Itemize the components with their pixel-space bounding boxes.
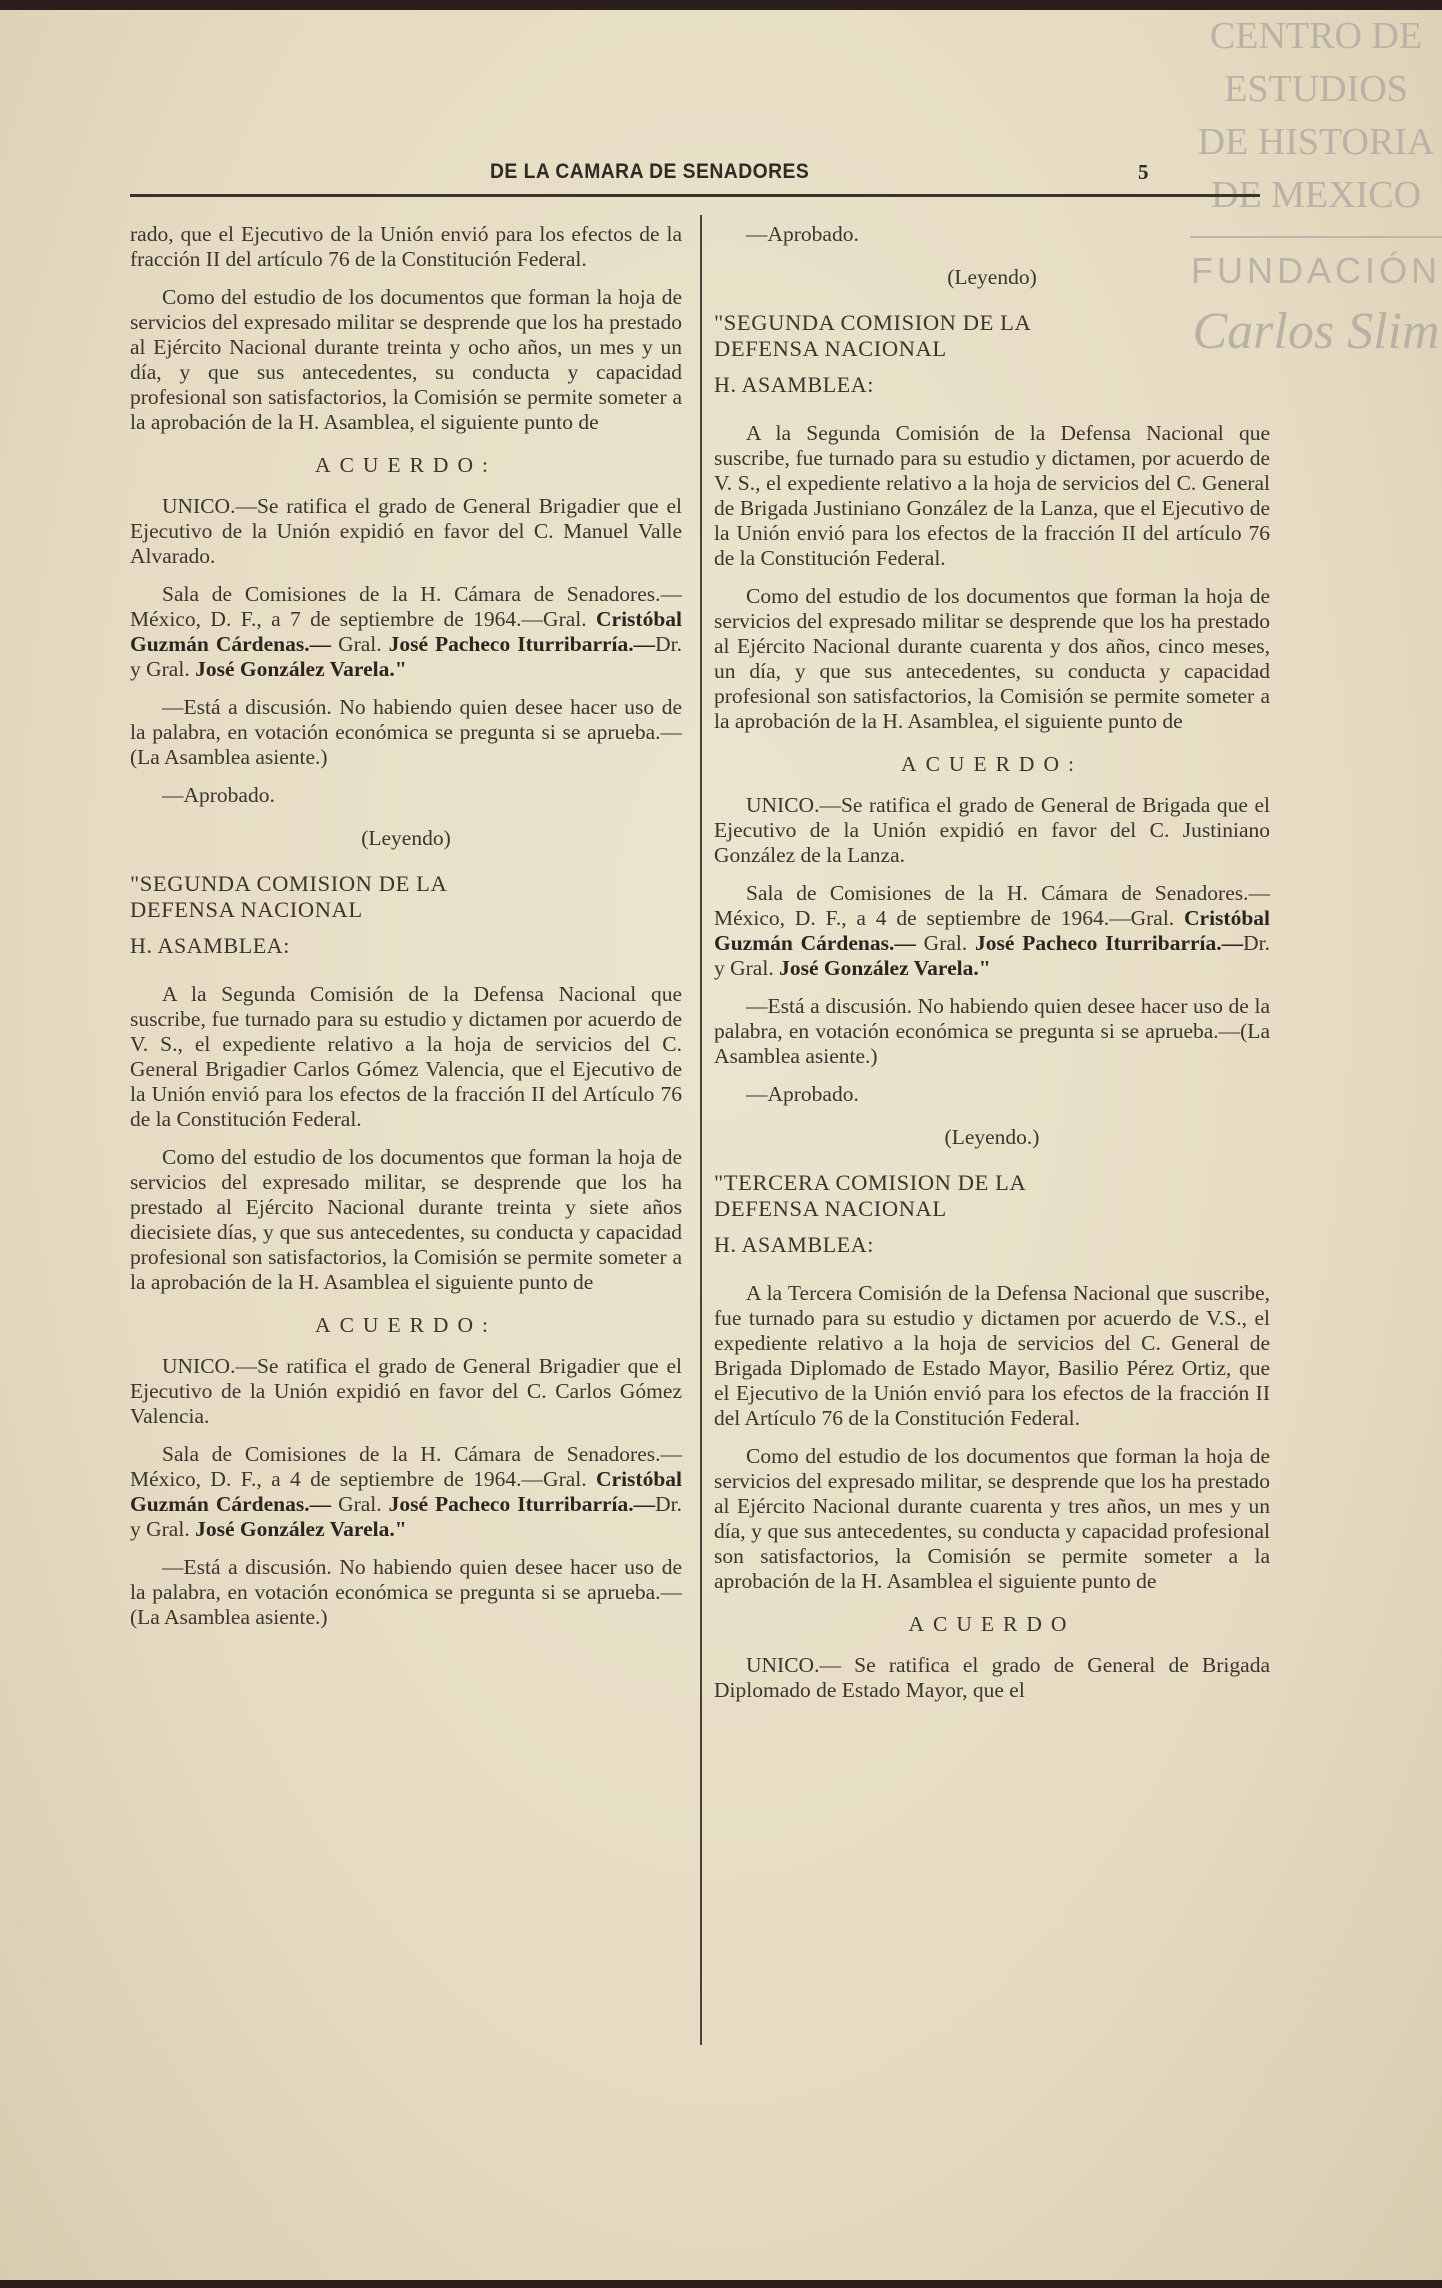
watermark-line: CENTRO DE — [1209, 15, 1423, 57]
document-page — [0, 10, 1442, 2280]
signatory-name: José González Varela." — [195, 657, 407, 681]
acuerdo-heading: ACUERDO: — [315, 453, 497, 477]
column-divider — [700, 215, 702, 2045]
commission-title: "TERCERA COMISION DE LA DEFENSA NACIONAL — [714, 1170, 1026, 1221]
paragraph: Como del estudio de los documentos que forman la hoja de servicios del expresado militar, se desprende que los ha prestado al Ejército Nacional durante cuarenta y tres años, un mes y un día, y que sus antecedentes, su conducta y capacidad profesional son satisfactorios, la Comisión se permite someter a la aprobación de la H. Asamblea el siguiente punto de — [714, 1444, 1270, 1593]
signature-text: Gral. — [915, 931, 976, 955]
signature-text: Sala de Comisiones de la H. Cámara de Senadores.—México, D. F., a 7 de septiembre de 1964.—Gral. — [130, 582, 682, 631]
paragraph: Como del estudio de los documentos que forman la hoja de servicios del expresado militar, se desprende que los ha prestado al Ejército Nacional durante treinta y siete años diecisiete días, y que sus antecedentes, su conducta y capacidad profesional son satisfactorios, la Comisión se permite someter a la aprobación de la H. Asamblea el siguiente punto de — [130, 1145, 682, 1294]
signatory-name: José González Varela." — [195, 1517, 407, 1541]
running-header: DE LA CAMARA DE SENADORES — [490, 160, 810, 183]
signatory-name: José Pacheco Iturribarría.— — [975, 931, 1244, 955]
signatory-name: José González Varela." — [779, 956, 991, 980]
watermark-foundation: FUNDACIÓN — [1191, 250, 1441, 291]
commission-title: "SEGUNDA COMISION DE LA DEFENSA NACIONAL — [130, 871, 447, 922]
signature-text: Dr. y Gral. — [714, 931, 1271, 980]
paragraph: —Está a discusión. No habiendo quien desee hacer uso de la palabra, en votación económica se pregunta si se aprueba.—(La Asamblea asiente.) — [130, 1555, 682, 1629]
page-number: 5 — [1138, 160, 1149, 184]
paragraph: Como del estudio de los documentos que forman la hoja de servicios del expresado militar se desprende que los ha prestado al Ejército Nacional durante treinta y ocho años, un mes y un día, y que sus antecedentes, su conducta y capacidad profesional son satisfactorios, la Comisión se permite someter a la aprobación de la H. Asamblea, el siguiente punto de — [130, 285, 682, 434]
paragraph: —Aprobado. — [162, 783, 275, 807]
signature-text: Dr. y Gral. — [130, 632, 683, 681]
paragraph: UNICO.—Se ratifica el grado de General Brigadier que el Ejecutivo de la Unión expidió en favor del C. Manuel Valle Alvarado. — [130, 494, 682, 568]
watermark-line: DE MEXICO — [1210, 174, 1422, 216]
assembly-salutation: H. ASAMBLEA: — [714, 372, 874, 397]
watermark-line: ESTUDIOS — [1224, 68, 1408, 110]
paragraph: Como del estudio de los documentos que forman la hoja de servicios del expresado militar se desprende que los ha prestado al Ejército Nacional durante cuarenta y dos años, cinco meses, un día, y que sus antecedentes, su conducta y capacidad profesional son satisfactorios, la Comisión se permite someter a la aprobación de la H. Asamblea, el siguiente punto de — [714, 584, 1270, 733]
paragraph: UNICO.—Se ratifica el grado de General Brigadier que el Ejecutivo de la Unión expidió en favor del C. Carlos Gómez Valencia. — [130, 1354, 682, 1428]
signature-paragraph — [130, 1442, 682, 1542]
paragraph: A la Tercera Comisión de la Defensa Nacional que suscribe, fue turnado para su estudio y dictamen por acuerdo de V.S., el expediente relativo a la hoja de servicios del C. General de Brigada Diplomado de Estado Mayor, Basilio Pérez Ortiz, que el Ejecutivo de la Unión envió para los efectos de la fracción II del Artículo 76 de la Constitución Federal. — [714, 1281, 1270, 1430]
watermark-signature: Carlos Slim — [1192, 303, 1440, 360]
reading-note: (Leyendo.) — [944, 1125, 1040, 1149]
paragraph: —Está a discusión. No habiendo quien desee hacer uso de la palabra, en votación económica se pregunta si se aprueba.—(La Asamblea asiente.) — [130, 695, 682, 769]
acuerdo-heading: ACUERDO: — [901, 752, 1083, 776]
watermark-line: DE HISTORIA — [1197, 121, 1435, 163]
signature-text: Dr. y Gral. — [130, 1492, 683, 1541]
paragraph: UNICO.— Se ratifica el grado de General de Brigada Diplomado de Estado Mayor, que el — [714, 1653, 1270, 1702]
assembly-salutation: H. ASAMBLEA: — [130, 933, 290, 958]
paragraph: A la Segunda Comisión de la Defensa Nacional que suscribe, fue turnado para su estudio y dictamen por acuerdo de V. S., el expediente relativo a la hoja de servicios del C. General Brigadier Carlos Gómez Valencia, que el Ejecutivo de la Unión envió para los efectos de la fracción II del Artículo 76 de la Constitución Federal. — [130, 982, 682, 1131]
paragraph: —Aprobado. — [746, 222, 859, 246]
signature-text: Gral. — [331, 1492, 389, 1516]
paragraph: A la Segunda Comisión de la Defensa Nacional que suscribe, fue turnado para su estudio y dictamen, por acuerdo de V. S., el expediente relativo a la hoja de servicios del C. General de Brigada Justiniano González de la Lanza, que el Ejecutivo de la Unión envió para los efectos de la fracción II del artículo 76 de la Constitución Federal. — [714, 421, 1270, 570]
signature-text: Sala de Comisiones de la H. Cámara de Senadores.—México, D. F., a 4 de septiembre de 1964.—Gral. — [714, 881, 1270, 930]
signatory-name: José Pacheco Iturribarría.— — [388, 632, 656, 656]
signatory-name: José Pacheco Iturribarría.— — [388, 1492, 656, 1516]
assembly-salutation: H. ASAMBLEA: — [714, 1232, 874, 1257]
right-column — [714, 222, 1270, 1716]
signatory-name: Cristóbal Guzmán Cárdenas.— — [130, 607, 682, 656]
acuerdo-heading: ACUERDO: — [315, 1313, 497, 1337]
signatory-name: Cristóbal Guzmán Cárdenas.— — [714, 906, 1270, 955]
reading-note: (Leyendo) — [947, 265, 1037, 289]
signatory-name: Cristóbal Guzmán Cárdenas.— — [130, 1467, 682, 1516]
header-rule — [130, 194, 1260, 197]
commission-title: "SEGUNDA COMISION DE LA DEFENSA NACIONAL — [714, 310, 1031, 361]
reading-note: (Leyendo) — [361, 826, 451, 850]
signature-text: Sala de Comisiones de la H. Cámara de Senadores.—México, D. F., a 4 de septiembre de 1964.—Gral. — [130, 1442, 682, 1491]
paragraph: rado, que el Ejecutivo de la Unión envió para los efectos de la fracción II del artículo 76 de la Constitución Federal. — [130, 222, 682, 271]
signature-text: Gral. — [331, 632, 389, 656]
signature-paragraph — [714, 881, 1270, 981]
paragraph: UNICO.—Se ratifica el grado de General de Brigada que el Ejecutivo de la Unión expidió en favor del C. Justiniano González de la Lanza. — [714, 793, 1270, 867]
paragraph: —Aprobado. — [746, 1082, 859, 1106]
acuerdo-heading: ACUERDO — [908, 1612, 1076, 1636]
paragraph: —Está a discusión. No habiendo quien desee hacer uso de la palabra, en votación económica se pregunta si se aprueba.—(La Asamblea asiente.) — [714, 994, 1270, 1068]
signature-paragraph — [130, 582, 682, 682]
left-column — [130, 222, 682, 1643]
